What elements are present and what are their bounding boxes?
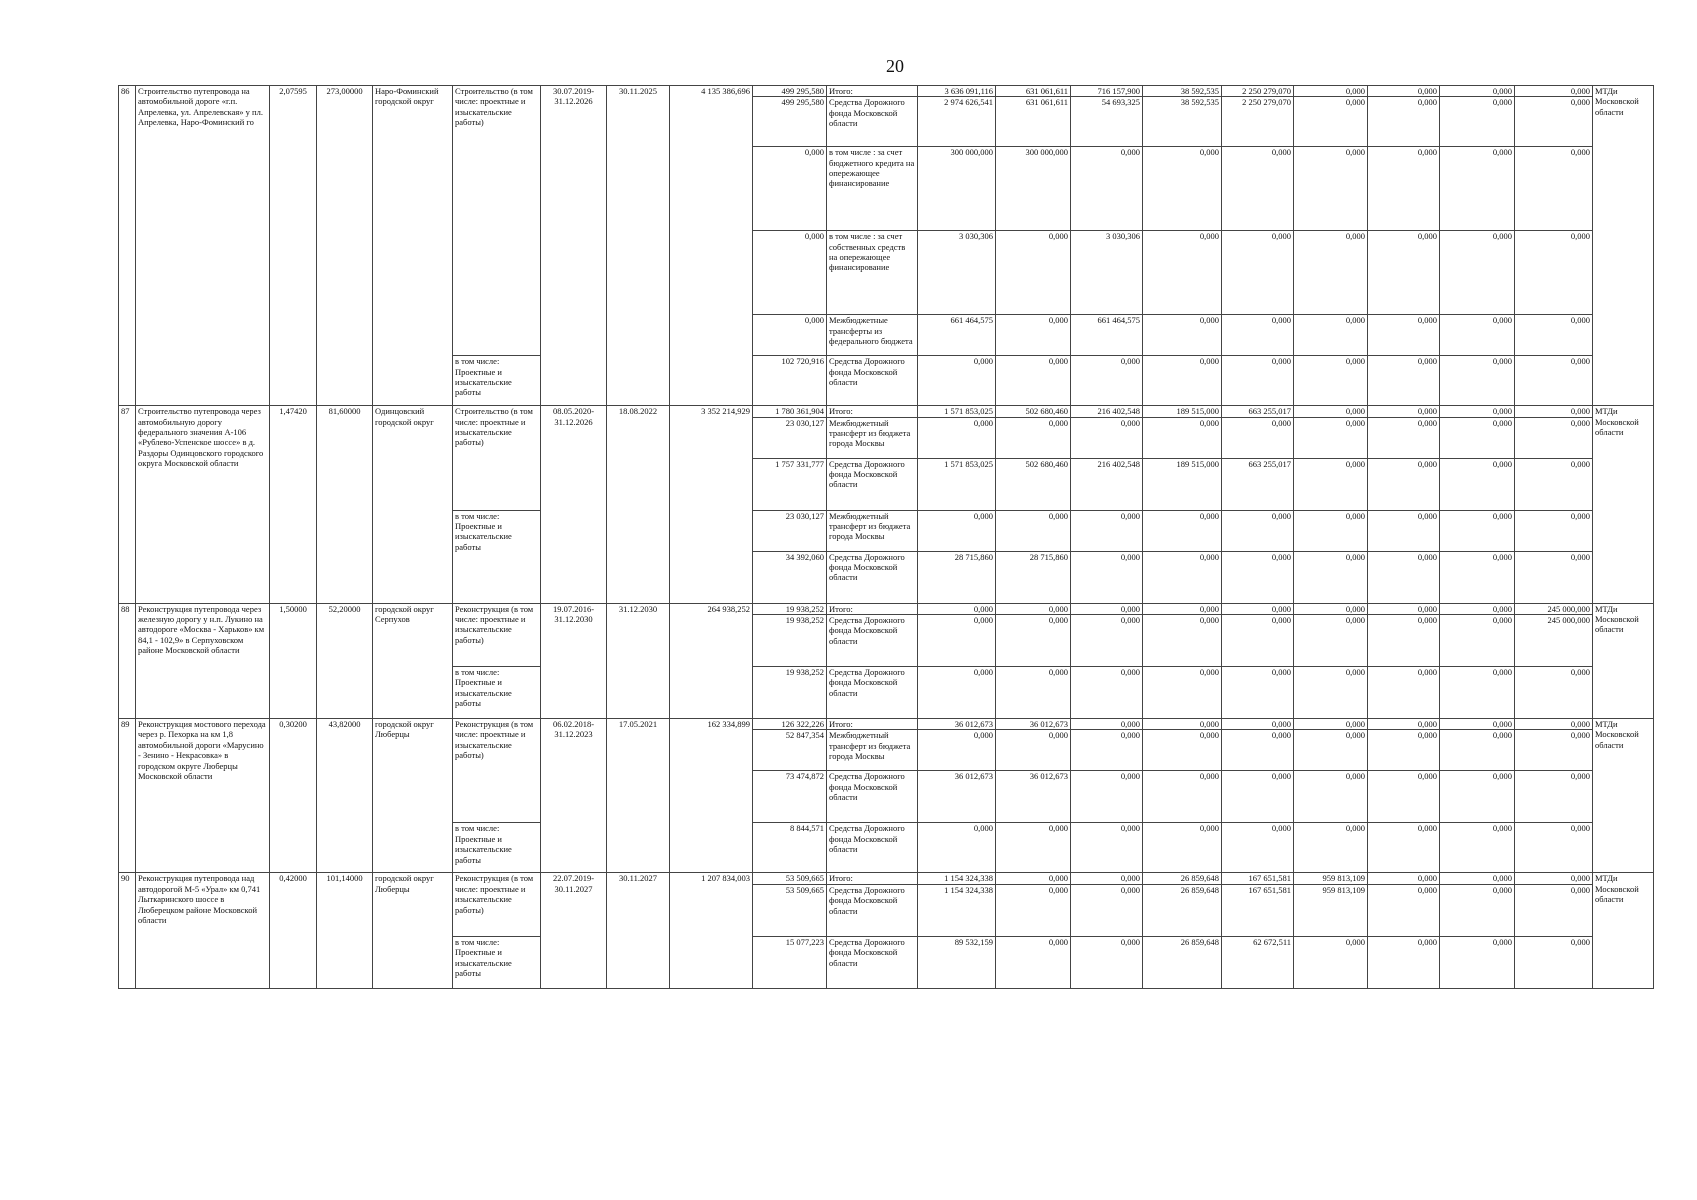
financed-amount: 15 077,223 xyxy=(753,936,827,988)
year-value: 0,000 xyxy=(1222,603,1294,614)
year-value: 0,000 xyxy=(1368,406,1440,417)
funding-source: Средства Дорожного фонда Московской области xyxy=(827,615,918,667)
table-row xyxy=(119,86,1654,97)
year-value: 167 651,581 xyxy=(1222,873,1294,884)
year-value: 0,000 xyxy=(1222,667,1294,719)
responsible-body: МТДи Московской области xyxy=(1593,406,1654,603)
funding-source: в том числе : за счет собственных средств на опережающее финансирование xyxy=(827,231,918,315)
object-name: Реконструкция путепровода через железную дорогу у н.п. Лукино на автодороге «Москва - Харьков» км 84,1 - 102,9» в Серпуховском районе Московской области xyxy=(136,603,270,718)
funding-source: Средства Дорожного фонда Московской области xyxy=(827,97,918,147)
total-cost: 264 938,252 xyxy=(670,603,753,718)
municipality: Одинцовский городской округ xyxy=(373,406,453,603)
year-value: 245 000,000 xyxy=(1515,615,1593,667)
year-value: 26 859,648 xyxy=(1143,873,1222,884)
year-value: 0,000 xyxy=(996,510,1071,551)
work-period: 06.02.2018-31.12.2023 xyxy=(541,719,607,873)
year-value: 3 030,306 xyxy=(1071,231,1143,315)
financed-amount: 19 938,252 xyxy=(753,603,827,614)
year-value: 631 061,611 xyxy=(996,86,1071,97)
table-row xyxy=(119,719,1654,730)
year-value: 0,000 xyxy=(1368,356,1440,406)
year-value: 0,000 xyxy=(1071,667,1143,719)
year-value: 631 061,611 xyxy=(996,97,1071,147)
year-value: 216 402,548 xyxy=(1071,458,1143,510)
year-value: 0,000 xyxy=(1071,417,1143,458)
year-value: 28 715,860 xyxy=(918,551,996,603)
work-type-sub: в том числе: Проектные и изыскательские работы xyxy=(453,356,541,406)
year-value: 0,000 xyxy=(1368,147,1440,231)
work-type: Реконструкция (в том числе: проектные и изыскательские работы) xyxy=(453,719,541,823)
year-value: 0,000 xyxy=(1515,458,1593,510)
year-value: 0,000 xyxy=(1368,551,1440,603)
funding-source: Итого: xyxy=(827,406,918,417)
year-value: 0,000 xyxy=(1294,97,1368,147)
year-value: 0,000 xyxy=(1294,147,1368,231)
year-value: 0,000 xyxy=(1440,231,1515,315)
year-value: 38 592,535 xyxy=(1143,97,1222,147)
year-value: 0,000 xyxy=(1440,873,1515,884)
year-value: 0,000 xyxy=(1440,417,1515,458)
year-value: 0,000 xyxy=(1515,147,1593,231)
year-value: 0,000 xyxy=(1294,406,1368,417)
financed-amount: 0,000 xyxy=(753,147,827,231)
funding-source: Итого: xyxy=(827,86,918,97)
year-value: 0,000 xyxy=(1440,823,1515,873)
total-cost: 1 207 834,003 xyxy=(670,873,753,988)
year-value: 0,000 xyxy=(1222,615,1294,667)
year-value: 959 813,109 xyxy=(1294,873,1368,884)
year-value: 0,000 xyxy=(1515,667,1593,719)
year-value: 0,000 xyxy=(1294,603,1368,614)
year-value: 38 592,535 xyxy=(1143,86,1222,97)
year-value: 502 680,460 xyxy=(996,406,1071,417)
year-value: 0,000 xyxy=(1368,719,1440,730)
year-value: 0,000 xyxy=(1143,603,1222,614)
year-value: 0,000 xyxy=(1222,551,1294,603)
work-period: 30.07.2019-31.12.2026 xyxy=(541,86,607,406)
object-name: Реконструкция путепровода над автодорогой М-5 «Урал» км 0,741 Лыткаринского шоссе в Люберецком районе Московской области xyxy=(136,873,270,988)
year-value: 0,000 xyxy=(1368,458,1440,510)
funding-source: Межбюджетный трансферт из бюджета города Москвы xyxy=(827,730,918,771)
funding-source: Итого: xyxy=(827,719,918,730)
object-number: 90 xyxy=(119,873,136,988)
year-value: 0,000 xyxy=(1515,551,1593,603)
table-row xyxy=(119,406,1654,417)
year-value: 959 813,109 xyxy=(1294,884,1368,936)
year-value: 0,000 xyxy=(996,231,1071,315)
year-value: 26 859,648 xyxy=(1143,884,1222,936)
year-value: 245 000,000 xyxy=(1515,603,1593,614)
funding-source: Межбюджетный трансферт из бюджета города Москвы xyxy=(827,510,918,551)
year-value: 0,000 xyxy=(1294,231,1368,315)
year-value: 62 672,511 xyxy=(1222,936,1294,988)
year-value: 1 154 324,338 xyxy=(918,884,996,936)
year-value: 300 000,000 xyxy=(996,147,1071,231)
municipality: городской округ Серпухов xyxy=(373,603,453,718)
object-length: 1,47420 xyxy=(270,406,317,603)
year-value: 0,000 xyxy=(1368,873,1440,884)
total-cost: 4 135 386,696 xyxy=(670,86,753,406)
object-number: 87 xyxy=(119,406,136,603)
year-value: 663 255,017 xyxy=(1222,406,1294,417)
year-value: 0,000 xyxy=(1143,551,1222,603)
object-area: 101,14000 xyxy=(317,873,373,988)
year-value: 0,000 xyxy=(996,936,1071,988)
financed-amount: 34 392,060 xyxy=(753,551,827,603)
year-value: 0,000 xyxy=(1294,458,1368,510)
funding-source: Средства Дорожного фонда Московской области xyxy=(827,823,918,873)
year-value: 0,000 xyxy=(1294,417,1368,458)
year-value: 216 402,548 xyxy=(1071,406,1143,417)
year-value: 0,000 xyxy=(1440,884,1515,936)
year-value: 0,000 xyxy=(1515,730,1593,771)
work-type-sub: в том числе: Проектные и изыскательские работы xyxy=(453,667,541,719)
funding-source: Итого: xyxy=(827,603,918,614)
year-value: 2 250 279,070 xyxy=(1222,86,1294,97)
year-value: 0,000 xyxy=(1143,615,1222,667)
object-area: 273,00000 xyxy=(317,86,373,406)
year-value: 663 255,017 xyxy=(1222,458,1294,510)
year-value: 0,000 xyxy=(1440,615,1515,667)
financed-amount: 1 757 331,777 xyxy=(753,458,827,510)
commissioning-date: 31.12.2030 xyxy=(607,603,670,718)
municipality: городской округ Люберцы xyxy=(373,873,453,988)
financed-amount: 1 780 361,904 xyxy=(753,406,827,417)
year-value: 0,000 xyxy=(918,823,996,873)
year-value: 0,000 xyxy=(1440,97,1515,147)
year-value: 0,000 xyxy=(1440,356,1515,406)
year-value: 0,000 xyxy=(996,730,1071,771)
financed-amount: 52 847,354 xyxy=(753,730,827,771)
table-row xyxy=(119,873,1654,884)
year-value: 0,000 xyxy=(1440,936,1515,988)
financed-amount: 499 295,580 xyxy=(753,86,827,97)
year-value: 26 859,648 xyxy=(1143,936,1222,988)
year-value: 0,000 xyxy=(918,510,996,551)
year-value: 0,000 xyxy=(918,615,996,667)
object-area: 43,82000 xyxy=(317,719,373,873)
financed-amount: 53 509,665 xyxy=(753,873,827,884)
year-value: 0,000 xyxy=(1515,97,1593,147)
year-value: 36 012,673 xyxy=(996,719,1071,730)
year-value: 0,000 xyxy=(1071,356,1143,406)
funding-source: в том числе : за счет бюджетного кредита на опережающее финансирование xyxy=(827,147,918,231)
total-cost: 3 352 214,929 xyxy=(670,406,753,603)
commissioning-date: 30.11.2025 xyxy=(607,86,670,406)
year-value: 0,000 xyxy=(1368,936,1440,988)
year-value: 0,000 xyxy=(996,356,1071,406)
work-type: Строительство (в том числе: проектные и изыскательские работы) xyxy=(453,86,541,356)
year-value: 0,000 xyxy=(1222,231,1294,315)
year-value: 0,000 xyxy=(1440,719,1515,730)
year-value: 0,000 xyxy=(1515,936,1593,988)
financed-amount: 8 844,571 xyxy=(753,823,827,873)
program-table xyxy=(118,85,1654,989)
year-value: 0,000 xyxy=(1515,315,1593,356)
year-value: 0,000 xyxy=(1294,771,1368,823)
year-value: 0,000 xyxy=(1515,231,1593,315)
year-value: 0,000 xyxy=(1294,86,1368,97)
year-value: 0,000 xyxy=(1368,231,1440,315)
year-value: 0,000 xyxy=(1515,356,1593,406)
funding-source: Средства Дорожного фонда Московской области xyxy=(827,884,918,936)
funding-source: Итого: xyxy=(827,873,918,884)
commissioning-date: 17.05.2021 xyxy=(607,719,670,873)
funding-source: Средства Дорожного фонда Московской области xyxy=(827,936,918,988)
year-value: 89 532,159 xyxy=(918,936,996,988)
year-value: 2 974 626,541 xyxy=(918,97,996,147)
page-number: 20 xyxy=(886,56,904,76)
financed-amount: 73 474,872 xyxy=(753,771,827,823)
year-value: 0,000 xyxy=(996,873,1071,884)
year-value: 36 012,673 xyxy=(996,771,1071,823)
year-value: 0,000 xyxy=(918,603,996,614)
year-value: 0,000 xyxy=(1294,719,1368,730)
year-value: 0,000 xyxy=(1143,667,1222,719)
financed-amount: 0,000 xyxy=(753,231,827,315)
work-type-sub: в том числе: Проектные и изыскательские работы xyxy=(453,823,541,873)
year-value: 661 464,575 xyxy=(1071,315,1143,356)
funding-source: Межбюджетный трансферт из бюджета города Москвы xyxy=(827,417,918,458)
year-value: 0,000 xyxy=(1222,771,1294,823)
year-value: 0,000 xyxy=(1368,730,1440,771)
financed-amount: 19 938,252 xyxy=(753,615,827,667)
year-value: 0,000 xyxy=(1222,417,1294,458)
year-value: 0,000 xyxy=(1071,823,1143,873)
year-value: 0,000 xyxy=(1294,936,1368,988)
commissioning-date: 30.11.2027 xyxy=(607,873,670,988)
year-value: 36 012,673 xyxy=(918,719,996,730)
object-area: 52,20000 xyxy=(317,603,373,718)
year-value: 0,000 xyxy=(1368,771,1440,823)
object-number: 88 xyxy=(119,603,136,718)
year-value: 502 680,460 xyxy=(996,458,1071,510)
year-value: 0,000 xyxy=(1071,147,1143,231)
year-value: 0,000 xyxy=(1071,730,1143,771)
year-value: 0,000 xyxy=(1294,510,1368,551)
year-value: 0,000 xyxy=(1143,719,1222,730)
year-value: 0,000 xyxy=(1515,719,1593,730)
year-value: 0,000 xyxy=(1515,86,1593,97)
year-value: 0,000 xyxy=(1515,510,1593,551)
year-value: 0,000 xyxy=(1368,823,1440,873)
financed-amount: 23 030,127 xyxy=(753,510,827,551)
year-value: 0,000 xyxy=(1071,936,1143,988)
year-value: 0,000 xyxy=(1143,771,1222,823)
year-value: 0,000 xyxy=(1368,315,1440,356)
year-value: 0,000 xyxy=(1294,730,1368,771)
year-value: 0,000 xyxy=(1440,86,1515,97)
financed-amount: 102 720,916 xyxy=(753,356,827,406)
year-value: 0,000 xyxy=(918,730,996,771)
year-value: 0,000 xyxy=(1368,603,1440,614)
year-value: 0,000 xyxy=(1222,719,1294,730)
object-name: Строительство путепровода через автомобильную дорогу федерального значения А-106 «Рублево-Успенское шоссе» в д. Раздоры Одинцовского городского округа Московской области xyxy=(136,406,270,603)
object-length: 1,50000 xyxy=(270,603,317,718)
financed-amount: 23 030,127 xyxy=(753,417,827,458)
year-value: 0,000 xyxy=(996,884,1071,936)
year-value: 0,000 xyxy=(1515,771,1593,823)
year-value: 716 157,900 xyxy=(1071,86,1143,97)
object-length: 0,30200 xyxy=(270,719,317,873)
responsible-body: МТДи Московской области xyxy=(1593,86,1654,406)
year-value: 28 715,860 xyxy=(996,551,1071,603)
financed-amount: 126 322,226 xyxy=(753,719,827,730)
year-value: 0,000 xyxy=(1440,510,1515,551)
year-value: 0,000 xyxy=(1143,510,1222,551)
year-value: 0,000 xyxy=(1440,730,1515,771)
year-value: 0,000 xyxy=(1143,356,1222,406)
year-value: 0,000 xyxy=(1440,667,1515,719)
funding-source: Средства Дорожного фонда Московской области xyxy=(827,551,918,603)
year-value: 0,000 xyxy=(1222,730,1294,771)
year-value: 661 464,575 xyxy=(918,315,996,356)
year-value: 0,000 xyxy=(1368,510,1440,551)
year-value: 0,000 xyxy=(1294,615,1368,667)
year-value: 0,000 xyxy=(1222,510,1294,551)
year-value: 0,000 xyxy=(1294,551,1368,603)
year-value: 0,000 xyxy=(1515,823,1593,873)
year-value: 0,000 xyxy=(1294,356,1368,406)
year-value: 0,000 xyxy=(1222,147,1294,231)
year-value: 0,000 xyxy=(1143,147,1222,231)
year-value: 0,000 xyxy=(918,417,996,458)
year-value: 0,000 xyxy=(1071,771,1143,823)
financed-amount: 499 295,580 xyxy=(753,97,827,147)
year-value: 0,000 xyxy=(1440,551,1515,603)
year-value: 0,000 xyxy=(1440,603,1515,614)
year-value: 0,000 xyxy=(1143,730,1222,771)
year-value: 1 571 853,025 xyxy=(918,458,996,510)
year-value: 0,000 xyxy=(1143,823,1222,873)
year-value: 0,000 xyxy=(1440,458,1515,510)
year-value: 0,000 xyxy=(1071,719,1143,730)
year-value: 0,000 xyxy=(1368,417,1440,458)
year-value: 0,000 xyxy=(918,356,996,406)
year-value: 0,000 xyxy=(996,417,1071,458)
year-value: 0,000 xyxy=(1222,315,1294,356)
year-value: 300 000,000 xyxy=(918,147,996,231)
year-value: 0,000 xyxy=(1440,147,1515,231)
year-value: 0,000 xyxy=(996,315,1071,356)
work-type: Реконструкция (в том числе: проектные и изыскательские работы) xyxy=(453,603,541,666)
year-value: 0,000 xyxy=(1222,823,1294,873)
year-value: 3 030,306 xyxy=(918,231,996,315)
table-row xyxy=(119,603,1654,614)
municipality: городской округ Люберцы xyxy=(373,719,453,873)
work-type: Строительство (в том числе: проектные и изыскательские работы) xyxy=(453,406,541,510)
year-value: 0,000 xyxy=(1440,406,1515,417)
year-value: 0,000 xyxy=(1071,873,1143,884)
work-period: 08.05.2020-31.12.2026 xyxy=(541,406,607,603)
year-value: 0,000 xyxy=(1071,510,1143,551)
year-value: 0,000 xyxy=(1071,884,1143,936)
responsible-body: МТДи Московской области xyxy=(1593,603,1654,718)
year-value: 0,000 xyxy=(1515,884,1593,936)
year-value: 0,000 xyxy=(1368,667,1440,719)
work-period: 22.07.2019-30.11.2027 xyxy=(541,873,607,988)
work-type-sub: в том числе: Проектные и изыскательские работы xyxy=(453,936,541,988)
year-value: 0,000 xyxy=(1143,315,1222,356)
year-value: 0,000 xyxy=(1368,615,1440,667)
year-value: 0,000 xyxy=(1368,884,1440,936)
commissioning-date: 18.08.2022 xyxy=(607,406,670,603)
year-value: 189 515,000 xyxy=(1143,458,1222,510)
total-cost: 162 334,899 xyxy=(670,719,753,873)
funding-source: Средства Дорожного фонда Московской области xyxy=(827,667,918,719)
year-value: 0,000 xyxy=(1294,667,1368,719)
year-value: 1 154 324,338 xyxy=(918,873,996,884)
object-length: 2,07595 xyxy=(270,86,317,406)
year-value: 0,000 xyxy=(1368,86,1440,97)
object-length: 0,42000 xyxy=(270,873,317,988)
year-value: 0,000 xyxy=(1071,603,1143,614)
responsible-body: МТДи Московской области xyxy=(1593,873,1654,988)
work-period: 19.07.2016-31.12.2030 xyxy=(541,603,607,718)
year-value: 3 636 091,116 xyxy=(918,86,996,97)
year-value: 0,000 xyxy=(1515,873,1593,884)
object-area: 81,60000 xyxy=(317,406,373,603)
year-value: 0,000 xyxy=(1143,417,1222,458)
work-type: Реконструкция (в том числе: проектные и изыскательские работы) xyxy=(453,873,541,936)
year-value: 167 651,581 xyxy=(1222,884,1294,936)
funding-source: Средства Дорожного фонда Московской области xyxy=(827,356,918,406)
funding-source: Средства Дорожного фонда Московской области xyxy=(827,771,918,823)
table-body xyxy=(119,86,1654,989)
funding-source: Межбюджетные трансферты из федерального бюджета xyxy=(827,315,918,356)
year-value: 0,000 xyxy=(1071,615,1143,667)
object-name: Реконструкция мостового перехода через р. Пехорка на км 1,8 автомобильной дороги «Марусино - Зенино - Некрасовка» в городском округе Люберцы Московской области xyxy=(136,719,270,873)
funding-source: Средства Дорожного фонда Московской области xyxy=(827,458,918,510)
financed-amount: 19 938,252 xyxy=(753,667,827,719)
object-number: 86 xyxy=(119,86,136,406)
year-value: 0,000 xyxy=(1440,771,1515,823)
year-value: 36 012,673 xyxy=(918,771,996,823)
year-value: 0,000 xyxy=(1071,551,1143,603)
year-value: 0,000 xyxy=(996,823,1071,873)
financed-amount: 53 509,665 xyxy=(753,884,827,936)
year-value: 0,000 xyxy=(996,667,1071,719)
year-value: 0,000 xyxy=(996,603,1071,614)
year-value: 1 571 853,025 xyxy=(918,406,996,417)
work-type-sub: в том числе: Проектные и изыскательские работы xyxy=(453,510,541,603)
year-value: 0,000 xyxy=(1515,417,1593,458)
year-value: 189 515,000 xyxy=(1143,406,1222,417)
financed-amount: 0,000 xyxy=(753,315,827,356)
year-value: 2 250 279,070 xyxy=(1222,97,1294,147)
year-value: 0,000 xyxy=(996,615,1071,667)
object-number: 89 xyxy=(119,719,136,873)
municipality: Наро-Фоминский городской округ xyxy=(373,86,453,406)
year-value: 0,000 xyxy=(1368,97,1440,147)
year-value: 54 693,325 xyxy=(1071,97,1143,147)
year-value: 0,000 xyxy=(1294,823,1368,873)
year-value: 0,000 xyxy=(918,667,996,719)
year-value: 0,000 xyxy=(1143,231,1222,315)
year-value: 0,000 xyxy=(1440,315,1515,356)
year-value: 0,000 xyxy=(1515,406,1593,417)
year-value: 0,000 xyxy=(1294,315,1368,356)
object-name: Строительство путепровода на автомобильной дороге «г.п. Апрелевка, ул. Апрелевская» у пл. Апрелевка, Наро-Фоминский го xyxy=(136,86,270,406)
year-value: 0,000 xyxy=(1222,356,1294,406)
responsible-body: МТДи Московской области xyxy=(1593,719,1654,873)
